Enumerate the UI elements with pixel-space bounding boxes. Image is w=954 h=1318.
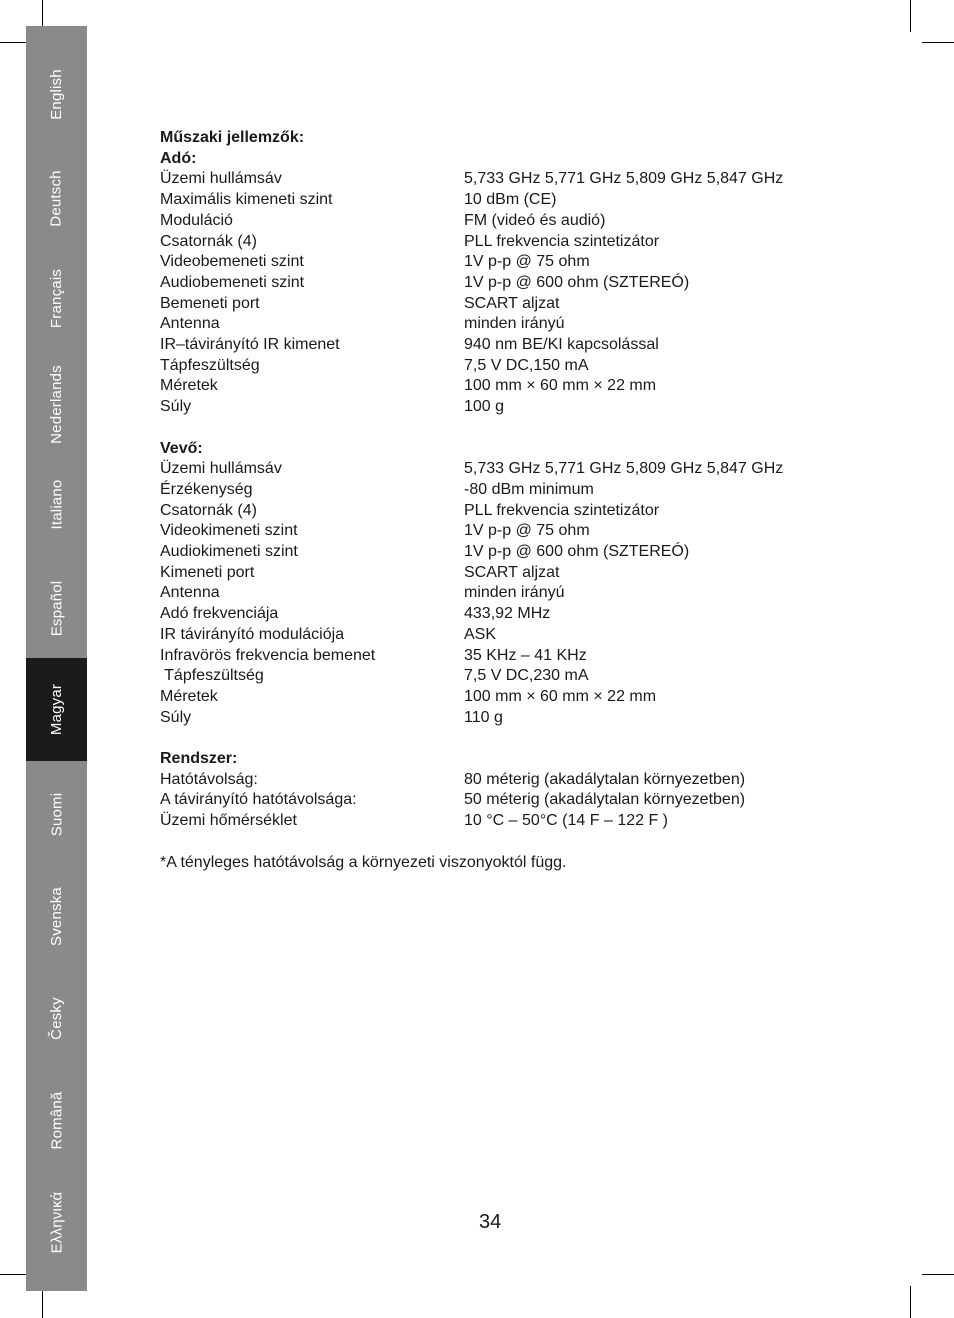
spec-row (160, 542, 860, 563)
spec-label: A távirányító hatótávolsága: (160, 791, 357, 809)
spec-row (160, 459, 860, 480)
spec-row (160, 273, 860, 294)
spec-value: 1V p-p @ 600 ohm (SZTEREÓ) (464, 273, 690, 291)
spec-label: Bemeneti port (160, 294, 260, 312)
spec-row (160, 376, 860, 397)
spec-row (160, 563, 860, 584)
language-label: Česky (48, 996, 65, 1040)
language-sidebar (26, 26, 87, 1291)
language-label: Español (47, 580, 65, 636)
spec-row (160, 646, 860, 667)
spec-row (160, 252, 860, 273)
spec-label: Antenna (160, 584, 220, 602)
spec-row (160, 811, 860, 832)
spec-value: -80 dBm minimum (464, 480, 594, 498)
language-label: Italiano (47, 479, 65, 529)
spec-row (160, 583, 860, 604)
spec-label: Üzemi hőmérséklet (160, 812, 297, 830)
spec-row (160, 190, 860, 211)
language-label: Deutsch (48, 169, 65, 227)
language-label: Nederlands (48, 364, 65, 444)
spec-value: 100 mm × 60 mm × 22 mm (464, 687, 657, 705)
spec-row (160, 211, 860, 232)
spec-label: IR–távirányító IR kimenet (160, 336, 340, 354)
spec-label: Tápfeszültség (160, 356, 260, 374)
spec-row (160, 314, 860, 335)
transmitter-heading: Adó: (160, 149, 197, 167)
language-tab-italiano[interactable] (26, 452, 87, 556)
spec-label: Videokimeneti szint (160, 522, 298, 540)
spec-row (160, 501, 860, 522)
spec-label: Üzemi hullámsáv (160, 460, 282, 478)
spec-label: IR távirányító modulációja (160, 625, 345, 643)
spec-label: Antenna (160, 315, 220, 333)
spec-value: 7,5 V DC,230 mA (464, 667, 589, 685)
spec-row (160, 666, 860, 687)
language-label: Ελληνικά (48, 1191, 65, 1253)
spec-value: minden irányú (464, 315, 565, 333)
spec-value: 110 g (464, 708, 503, 726)
crop-mark (910, 0, 911, 32)
spec-row (160, 356, 860, 377)
spec-label: Csatornák (4) (160, 501, 257, 519)
language-label: Svenska (48, 886, 65, 946)
crop-mark (922, 42, 954, 43)
spec-row (160, 232, 860, 253)
spec-label: Érzékenység (160, 480, 253, 498)
transmitter-spec-list (160, 169, 860, 417)
spec-label: Infravörös frekvencia bemenet (160, 646, 376, 664)
language-tab-deutsch[interactable] (26, 146, 87, 250)
spec-label: Kimeneti port (160, 563, 255, 581)
spec-label: Tápfeszültség (160, 667, 264, 685)
spec-value: 1V p-p @ 75 ohm (464, 253, 590, 271)
language-tab-english[interactable] (26, 26, 87, 162)
spec-value: 10 °C – 50°C (14 F – 122 F ) (464, 812, 668, 830)
spec-label: Adó frekvenciája (160, 605, 279, 623)
language-label: Français (48, 268, 65, 328)
spec-label: Csatornák (4) (160, 232, 257, 250)
language-tab-magyar[interactable] (26, 658, 87, 761)
language-tab-svenska[interactable] (26, 864, 87, 968)
spec-value: 100 g (464, 398, 505, 416)
language-tab-romana[interactable] (26, 1068, 87, 1172)
receiver-heading: Vevő: (160, 439, 203, 457)
spec-value: 1V p-p @ 600 ohm (SZTEREÓ) (464, 543, 690, 561)
spec-label: Moduláció (160, 211, 233, 229)
spec-row (160, 397, 860, 418)
spec-row (160, 790, 860, 811)
language-tab-espanol[interactable] (26, 556, 87, 660)
language-tab-cesky[interactable] (26, 966, 87, 1070)
language-label: Română (48, 1091, 65, 1149)
spec-value: 940 nm BE/KI kapcsolással (464, 336, 659, 354)
spec-value: 7,5 V DC,150 mA (464, 356, 589, 374)
spec-value: PLL frekvencia szintetizátor (464, 232, 660, 250)
spec-content (160, 128, 860, 873)
spec-row (160, 521, 860, 542)
spec-label: Üzemi hullámsáv (160, 170, 282, 188)
receiver-spec-list (160, 459, 860, 728)
spec-value: PLL frekvencia szintetizátor (464, 501, 660, 519)
spec-value: 35 KHz – 41 KHz (464, 646, 587, 664)
spec-value: 100 mm × 60 mm × 22 mm (464, 377, 657, 395)
system-heading: Rendszer: (160, 750, 238, 768)
spec-label: Videobemeneti szint (160, 253, 304, 271)
language-label: Suomi (48, 792, 65, 836)
footnote: *A tényleges hatótávolság a környezeti viszonyoktól függ. (160, 853, 567, 871)
spec-row (160, 625, 860, 646)
spec-label: Súly (160, 398, 192, 416)
spec-label: Méretek (160, 687, 218, 705)
spec-label: Hatótávolság: (160, 770, 258, 788)
spec-value: SCART aljzat (464, 563, 560, 581)
language-tab-francais[interactable] (26, 246, 87, 350)
spec-row (160, 770, 860, 791)
spec-row (160, 294, 860, 315)
spec-label: Maximális kimeneti szint (160, 191, 333, 209)
spec-value: 5,733 GHz 5,771 GHz 5,809 GHz 5,847 GHz (464, 170, 784, 188)
page-number: 34 (479, 1211, 502, 1233)
crop-mark (910, 1286, 911, 1318)
spec-value: 1V p-p @ 75 ohm (464, 522, 590, 540)
spec-value: minden irányú (464, 584, 565, 602)
spec-value: FM (videó és audió) (464, 211, 606, 229)
spec-row (160, 335, 860, 356)
spec-label: Audiobemeneti szint (160, 273, 305, 291)
language-label: Magyar (48, 683, 65, 736)
language-tab-suomi[interactable] (26, 762, 87, 866)
spec-label: Méretek (160, 377, 218, 395)
spec-value: 80 méterig (akadálytalan környezetben) (464, 770, 746, 788)
spec-label: Súly (160, 708, 192, 726)
spec-value: 5,733 GHz 5,771 GHz 5,809 GHz 5,847 GHz (464, 460, 784, 478)
spec-value: 10 dBm (CE) (464, 191, 557, 209)
language-tab-nederlands[interactable] (26, 352, 87, 456)
spec-row (160, 708, 860, 729)
spec-value: 50 méterig (akadálytalan környezetben) (464, 791, 746, 809)
language-tab-ellinika[interactable] (26, 1170, 87, 1274)
spec-row (160, 480, 860, 501)
language-label: English (47, 68, 65, 120)
spec-label: Audiokimeneti szint (160, 543, 298, 561)
spec-row (160, 604, 860, 625)
spec-value: 433,92 MHz (464, 605, 551, 623)
spec-row (160, 169, 860, 190)
spec-title: Műszaki jellemzők: (160, 129, 305, 146)
system-spec-list (160, 770, 860, 832)
crop-mark (922, 1274, 954, 1275)
spec-value: ASK (464, 625, 497, 643)
spec-row (160, 687, 860, 708)
spec-value: SCART aljzat (464, 294, 560, 312)
